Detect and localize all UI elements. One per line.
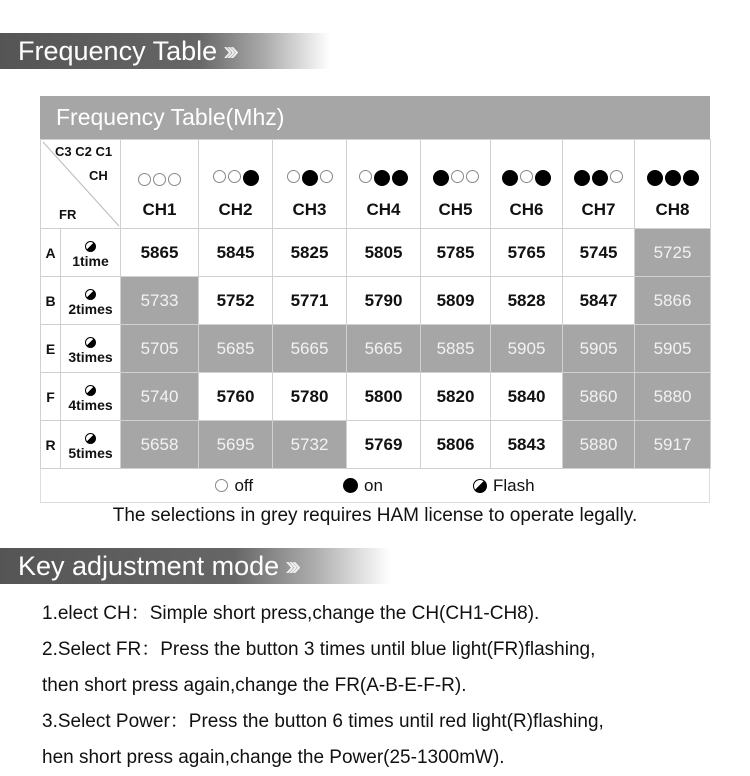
flash-count [61,373,121,421]
on-dot-icon [574,170,590,186]
off-dot-icon [466,170,479,183]
switch-labels: C3 C2 C1 [55,144,113,159]
legend [40,469,710,503]
off-dot-icon [451,170,464,183]
table-row [41,373,711,421]
frequency-cell: 5847 [563,277,635,325]
switch-pattern [199,170,272,186]
frequency-cell: 5820 [421,373,491,421]
channel-header [347,140,421,229]
flash-icon [85,241,96,252]
on-dot-icon [647,170,663,186]
channel-header [635,140,711,229]
ch-label: CH [89,168,108,183]
off-dot-icon [610,170,623,183]
off-dot-icon [153,173,166,186]
frequency-cell: 5769 [347,421,421,469]
off-dot-icon [520,170,533,183]
channel-header [421,140,491,229]
instruction-line: 2.Select FR：Press the button 3 times until blue light(FR)flashing, [42,639,596,660]
flash-count [61,325,121,373]
channel-label: CH5 [438,200,473,219]
frequency-cell: 5732 [273,421,347,469]
channel-label: CH7 [581,200,616,219]
band-letter: R [41,421,61,469]
legend-flash-label: Flash [492,475,535,495]
frequency-cell: 5840 [491,373,563,421]
legend-flash [473,476,535,496]
instruction-line: 3.Select Power：Press the button 6 times until red light(R)flashing, [42,711,604,732]
on-dot-icon [683,170,699,186]
band-letter: E [41,325,61,373]
off-dot-icon [213,170,226,183]
frequency-cell: 5917 [635,421,711,469]
on-dot-icon [502,170,518,186]
flash-count [61,229,121,277]
frequency-cell: 5865 [121,229,199,277]
off-dot-icon [228,170,241,183]
frequency-table [40,96,710,503]
frequency-cell: 5760 [199,373,273,421]
header-row [41,140,711,229]
channel-label: CH8 [655,200,690,219]
flash-icon [85,289,96,300]
frequency-cell: 5860 [563,373,635,421]
channel-header [491,140,563,229]
frequency-cell: 5905 [491,325,563,373]
frequency-cell: 5880 [563,421,635,469]
legend-off-label: off [234,475,254,495]
channel-label: CH3 [292,200,327,219]
flash-count-label: 5times [68,444,113,461]
frequency-cell: 5658 [121,421,199,469]
frequency-cell: 5880 [635,373,711,421]
off-dot-icon [168,173,181,186]
frequency-cell: 5665 [347,325,421,373]
frequency-cell: 5845 [199,229,273,277]
switch-pattern [121,173,198,186]
frequency-cell: 5806 [421,421,491,469]
flash-dot-icon [473,479,487,493]
frequency-cell: 5790 [347,277,421,325]
frequency-cell: 5740 [121,373,199,421]
banner-title: Frequency Table [18,35,218,66]
legend-on [343,476,383,496]
flash-count-label: 1time [72,252,109,269]
frequency-cell: 5843 [491,421,563,469]
switch-pattern [347,170,420,186]
on-dot-icon [374,170,390,186]
frequency-cell: 5745 [563,229,635,277]
frequency-cell: 5809 [421,277,491,325]
flash-icon [85,337,96,348]
frequency-cell: 5695 [199,421,273,469]
ham-license-note: The selections in grey requires HAM license to operate legally. [112,505,638,526]
fr-label: FR [59,207,77,222]
frequency-cell: 5733 [121,277,199,325]
channel-label: CH4 [366,200,401,219]
switch-pattern [563,170,634,186]
chevrons-icon: ››› [285,550,296,581]
table-row [41,325,711,373]
on-dot-icon [343,478,358,493]
legend-on-label: on [364,475,383,495]
channel-header [273,140,347,229]
table-row [41,277,711,325]
frequency-cell: 5771 [273,277,347,325]
off-dot-icon [138,173,151,186]
frequency-table-banner [0,33,330,69]
on-dot-icon [243,170,259,186]
frequency-cell: 5765 [491,229,563,277]
off-dot-icon [287,170,300,183]
legend-off [215,476,253,496]
frequency-cell: 5885 [421,325,491,373]
table-title: Frequency Table(Mhz) [40,96,710,139]
frequency-cell: 5725 [635,229,711,277]
on-dot-icon [665,170,681,186]
band-letter: B [41,277,61,325]
frequency-cell: 5705 [121,325,199,373]
instruction-line: hen short press again,change the Power(25-1300mW). [42,747,505,768]
frequency-cell: 5800 [347,373,421,421]
frequency-cell: 5905 [635,325,711,373]
frequency-cell: 5905 [563,325,635,373]
frequency-cell: 5785 [421,229,491,277]
frequency-cell: 5866 [635,277,711,325]
off-dot-icon [359,170,372,183]
channel-header [199,140,273,229]
instruction-line: 1.elect CH：Simple short press,change the CH(CH1-CH8). [42,603,540,624]
flash-count-label: 2times [68,300,113,317]
frequency-cell: 5780 [273,373,347,421]
instruction-line: then short press again,change the FR(A-B-E-F-R). [42,675,467,696]
flash-icon [85,385,96,396]
channel-header [563,140,635,229]
frequency-cell: 5805 [347,229,421,277]
band-letter: A [41,229,61,277]
on-dot-icon [535,170,551,186]
flash-count [61,277,121,325]
key-adjustment-banner [0,548,390,584]
chevrons-icon: ››› [223,35,234,66]
off-dot-icon [215,479,228,492]
switch-pattern [421,170,490,186]
frequency-cell: 5825 [273,229,347,277]
switch-pattern [491,170,562,186]
banner-title: Key adjustment mode [18,550,280,581]
channel-label: CH1 [142,200,177,219]
flash-icon [85,433,96,444]
off-dot-icon [320,170,333,183]
table-row [41,421,711,469]
band-letter: F [41,373,61,421]
on-dot-icon [592,170,608,186]
instructions [42,596,604,776]
flash-count-label: 3times [68,348,113,365]
on-dot-icon [302,170,318,186]
channel-header [121,140,199,229]
switch-pattern [635,170,710,186]
table-corner [41,140,121,229]
channel-label: CH2 [218,200,253,219]
frequency-cell: 5828 [491,277,563,325]
frequency-cell: 5665 [273,325,347,373]
on-dot-icon [392,170,408,186]
flash-count-label: 4times [68,396,113,413]
frequency-cell: 5685 [199,325,273,373]
flash-count [61,421,121,469]
channel-label: CH6 [509,200,544,219]
table-row [41,229,711,277]
frequency-cell: 5752 [199,277,273,325]
on-dot-icon [433,170,449,186]
switch-pattern [273,170,346,186]
